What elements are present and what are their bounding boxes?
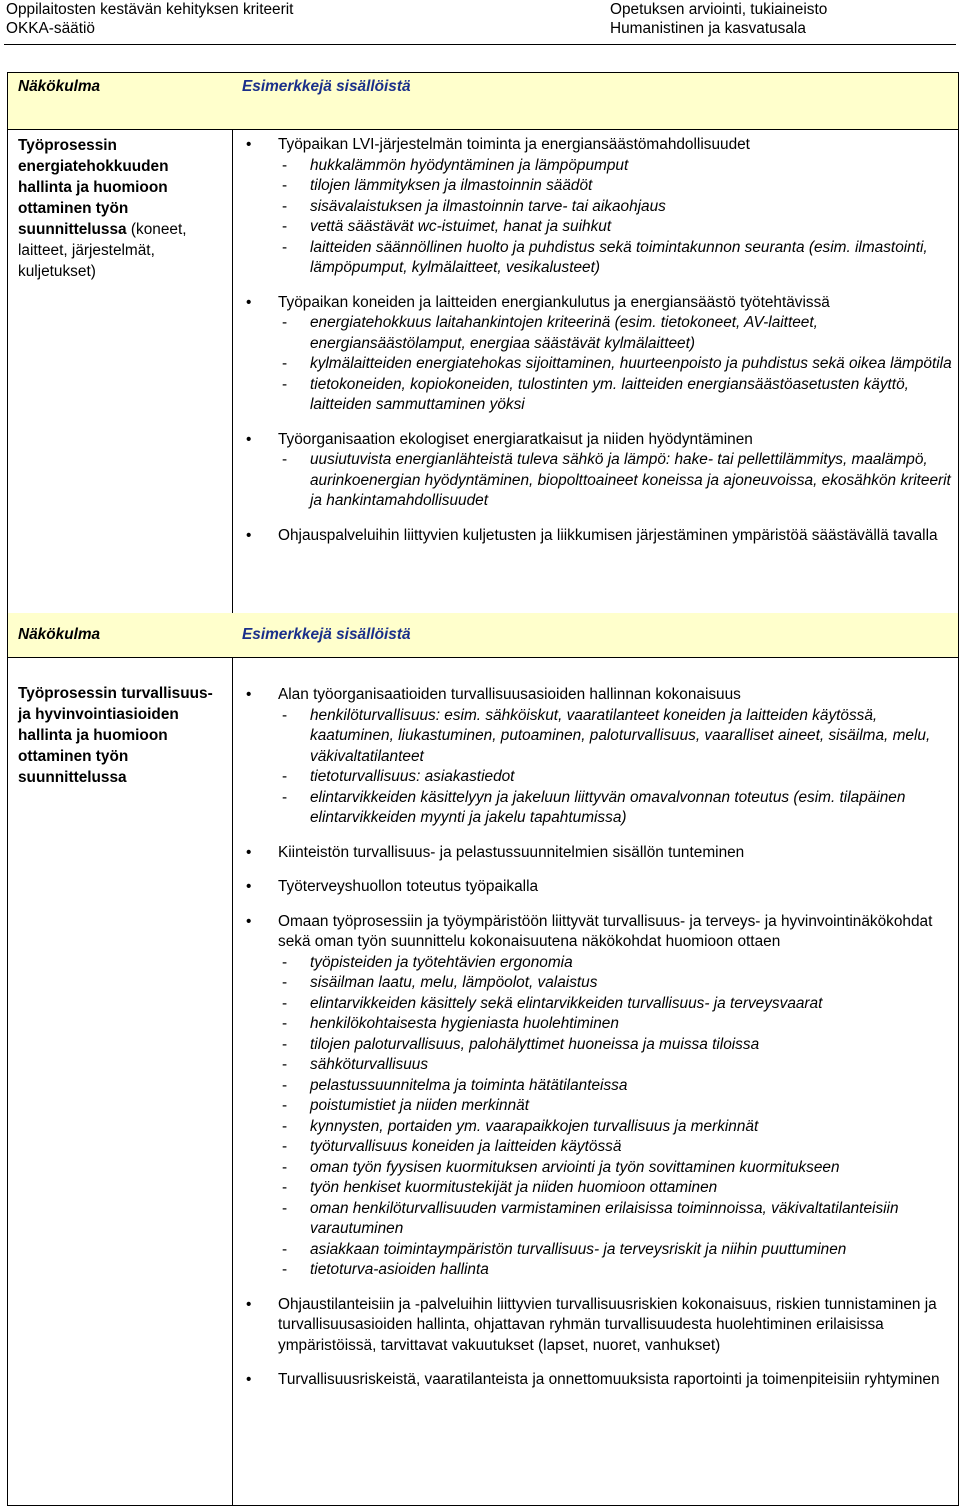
bullet-item: [242, 877, 952, 898]
table-header-row: [8, 73, 958, 129]
sub-item: [278, 1158, 952, 1179]
sub-item-text: sisävalaistuksen ja ilmastoinnin tarve- tai aikaohjaus: [310, 197, 666, 215]
sub-item-text: kynnysten, portaiden ym. vaarapaikkojen turvallisuus ja merkinnät: [310, 1117, 759, 1135]
sub-item: [278, 156, 952, 177]
dash-marker: -: [282, 1076, 288, 1094]
bullet-item-title: Omaan työprosessiin ja työympäristöön liittyvät turvallisuus- ja terveys- ja hyvinvointinäkökohdat sekä oman työn suunnittelu kokonaisuutena näkökohdat huomioon ottaen: [278, 912, 933, 950]
sub-item: [278, 1117, 952, 1138]
sub-item: [278, 1178, 952, 1199]
dimension-safety-bold: Työprosessin turvallisuus- ja hyvinvointiasioiden hallinta ja huomioon ottaminen työn suunnittelussa: [18, 685, 213, 786]
bullet-item: [242, 526, 952, 547]
dash-marker: -: [282, 1015, 288, 1032]
dash-marker: -: [282, 1179, 288, 1196]
sub-item-text: hukkalämmön hyödyntäminen ja lämpöpumput: [310, 156, 629, 174]
sub-item: [278, 1240, 952, 1261]
dash-marker: -: [282, 156, 288, 174]
sub-item: [278, 1199, 952, 1240]
bullet-icon: •: [246, 1295, 252, 1313]
sub-item-text: työturvallisuus koneiden ja laitteiden käytössä: [310, 1138, 622, 1155]
bullet-item-title: Työpaikan LVI-järjestelmän toiminta ja energiansäästömahdollisuudet: [278, 136, 750, 153]
sub-item: [278, 375, 952, 416]
header-nakokulma: Näkökulma: [18, 78, 101, 95]
dash-marker: -: [282, 994, 288, 1012]
bullet-item-title: Alan työorganisaatioiden turvallisuusasioiden hallinnan kokonaisuus: [278, 686, 741, 703]
bullet-item: [242, 1295, 952, 1357]
header-left-title: Oppilaitosten kestävän kehityksen kriteerit: [6, 1, 294, 18]
dash-marker: -: [282, 451, 288, 468]
sub-item-text: elintarvikkeiden käsittely sekä elintarvikkeiden turvallisuus- ja terveysvaarat: [310, 994, 823, 1012]
sub-item: [278, 1096, 952, 1117]
bullet-icon: •: [246, 686, 252, 703]
row-divider-2: [8, 657, 958, 658]
header-nakokulma-2: Näkökulma: [18, 626, 101, 643]
table-header-row-2: [8, 613, 958, 657]
sub-item-text: sisäilman laatu, melu, lämpöolot, valaistus: [310, 974, 598, 991]
row-divider: [8, 129, 958, 130]
column-divider: [232, 73, 233, 1505]
sub-item-text: kylmälaitteiden energiatehokas sijoittaminen, huurteenpoisto ja puhdistus sekä oikea lämpötila: [310, 355, 952, 372]
bullet-item-title: Ohjaustilanteisiin ja -palveluihin liittyvien turvallisuusriskien kokonaisuus, riskien tunnistaminen ja turvallisuusasioiden hallinta, ohjattavan ryhmän turvallisuudesta huolehtiminen erilaisissa ympäristöissä, tarvittavat vakuutukset (lapset, nuoret, vanhukset): [278, 1295, 937, 1354]
dash-marker: -: [282, 238, 288, 256]
bullet-item-title: Työterveyshuollon toteutus työpaikalla: [278, 878, 539, 895]
sub-item-text: pelastussuunnitelma ja toiminta hätätilanteissa: [310, 1076, 628, 1094]
dash-marker: -: [282, 1199, 288, 1217]
bullet-icon: •: [246, 878, 252, 895]
bullet-item-title: Työorganisaation ekologiset energiaratkaisut ja niiden hyödyntäminen: [278, 430, 753, 448]
sub-item-text: energiatehokkuus laitahankintojen kriteerinä (esim. tietokoneet, AV-laitteet, energiansäästölamput, energiaa säästävät kylmälaitteet): [310, 314, 818, 352]
sub-item-text: elintarvikkeiden käsittelyyn ja jakeluun liittyvän omavalvonnan toteutus (esim. tilapäinen elintarvikkeiden myynti ja jakelu tapahtumissa): [310, 788, 906, 826]
sub-item-text: uusiutuvista energianlähteistä tuleva sähkö ja lämpö: hake- tai pellettilämmitys, maalämpö, aurinkoenergian hyödyntäminen, biopolttoaineet koneissa ja ajoneuvoissa, ekosähkön kriteerit ja hankintamahdollisuudet: [310, 451, 951, 509]
sub-item-text: tilojen lämmityksen ja ilmastoinnin säädöt: [310, 177, 593, 194]
sub-item: [278, 238, 952, 279]
header-right-title: Opetuksen arviointi, tukiaineisto: [610, 1, 828, 18]
bullet-item: [242, 135, 952, 279]
bullet-item: [242, 843, 952, 864]
header-esimerkkeja-2: Esimerkkejä sisällöistä: [242, 626, 411, 643]
sub-item: [278, 1014, 952, 1035]
sub-item: [278, 1260, 952, 1281]
dash-marker: -: [282, 197, 288, 215]
sub-item-text: sähköturvallisuus: [310, 1056, 429, 1073]
criteria-table: [7, 72, 959, 1506]
sub-item-text: asiakkaan toimintaympäristön turvallisuus- ja terveysriskit ja niihin puuttuminen: [310, 1240, 847, 1258]
dash-marker: -: [282, 1158, 288, 1176]
sub-item-text: oman työn fyysisen kuormituksen arviointi ja työn sovittaminen kuormitukseen: [310, 1158, 840, 1176]
sub-item-text: oman henkilöturvallisuuden varmistaminen erilaisissa toiminnoissa, väkivaltatilanteisiin varautuminen: [310, 1199, 899, 1237]
sub-item: [278, 706, 952, 768]
sub-item-text: tietokoneiden, kopiokoneiden, tulostinten ym. laitteiden energiansäästöasetusten käyttö, laitteiden sammuttaminen yöksi: [310, 375, 909, 413]
sub-item-text: henkilökohtaisesta hygieniasta huolehtiminen: [310, 1015, 619, 1032]
dash-marker: -: [282, 375, 288, 393]
header-esimerkkeja: Esimerkkejä sisällöistä: [242, 78, 411, 95]
bullet-icon: •: [246, 526, 252, 544]
dimension-safety: [18, 683, 223, 788]
bullet-item-title: Työpaikan koneiden ja laitteiden energiankulutus ja energiansäästö työtehtävissä: [278, 293, 830, 311]
dash-marker: -: [282, 1117, 288, 1135]
sub-item: [278, 176, 952, 197]
dash-marker: -: [282, 768, 288, 785]
header-right-field: Humanistinen ja kasvatusala: [610, 20, 806, 37]
dimension-energy-note: (koneet, laitteet, järjestelmät, kuljetukset): [18, 221, 187, 280]
dash-marker: -: [282, 788, 288, 806]
header-left: [6, 0, 293, 38]
dash-marker: -: [282, 218, 288, 235]
dash-marker: -: [282, 314, 288, 331]
dash-marker: -: [282, 355, 288, 372]
dash-marker: -: [282, 953, 288, 971]
dash-marker: -: [282, 1240, 288, 1258]
bullet-icon: •: [246, 843, 252, 861]
dimension-energy-bold: Työprosessin energiatehokkuuden hallinta ja huomioon ottaminen työn suunnittelussa: [18, 137, 169, 238]
sub-item: [278, 1055, 952, 1076]
sub-item-text: tietoturvallisuus: asiakastiedot: [310, 768, 515, 785]
sub-item: [278, 1035, 952, 1056]
sub-item: [278, 973, 952, 994]
sub-item-text: henkilöturvallisuus: esim. sähköiskut, vaaratilanteet koneiden ja laitteiden käytössä, kaatuminen, liukastuminen, putoaminen, paloturvallisuus, vaaralliset aineet, sisäilma, melu, väkivaltatilanteet: [310, 706, 931, 765]
content-energy: [242, 135, 952, 546]
content-safety: [242, 685, 952, 1391]
sub-item-text: poistumistiet ja niiden merkinnät: [310, 1097, 529, 1114]
sub-item-text: laitteiden säännöllinen huolto ja puhdistus sekä toimintakunnon seuranta (esim. ilmastointi, lämpöpumput, kylmälaitteet, vesikalusteet): [310, 238, 928, 276]
sub-item: [278, 767, 952, 788]
header-left-org: OKKA-säätiö: [6, 20, 95, 37]
bullet-item-title: Turvallisuusriskeistä, vaaratilanteista ja onnettomuuksista raportointi ja toimenpiteisiin ryhtyminen: [278, 1371, 940, 1388]
sub-item: [278, 354, 952, 375]
sub-item-text: tietoturva-asioiden hallinta: [310, 1261, 489, 1278]
header-right: [610, 0, 954, 38]
dash-marker: -: [282, 1138, 288, 1155]
sub-item: [278, 217, 952, 238]
bullet-icon: •: [246, 912, 252, 930]
sub-item-text: työpisteiden ja työtehtävien ergonomia: [310, 953, 573, 971]
dash-marker: -: [282, 1035, 288, 1053]
sub-item: [278, 313, 952, 354]
dash-marker: -: [282, 1056, 288, 1073]
bullet-icon: •: [246, 136, 252, 153]
bullet-item: [242, 430, 952, 512]
sub-item: [278, 994, 952, 1015]
sub-item-text: työn henkiset kuormitustekijät ja niiden huomioon ottaminen: [310, 1179, 718, 1196]
bullet-item: [242, 912, 952, 1281]
dash-marker: -: [282, 974, 288, 991]
dash-marker: -: [282, 1261, 288, 1278]
bullet-icon: •: [246, 293, 252, 311]
header-divider: [4, 44, 956, 45]
sub-item: [278, 1137, 952, 1158]
dash-marker: -: [282, 1097, 288, 1114]
sub-item: [278, 953, 952, 974]
sub-item: [278, 788, 952, 829]
dimension-energy: [18, 135, 223, 282]
sub-item-text: tilojen paloturvallisuus, palohälyttimet huoneissa ja muissa tiloissa: [310, 1035, 760, 1053]
sub-item: [278, 1076, 952, 1097]
bullet-icon: •: [246, 1371, 252, 1388]
sub-item: [278, 450, 952, 512]
dash-marker: -: [282, 177, 288, 194]
bullet-item: [242, 1370, 952, 1391]
bullet-item-title: Kiinteistön turvallisuus- ja pelastussuunnitelmien sisällön tunteminen: [278, 843, 745, 861]
dash-marker: -: [282, 706, 288, 724]
sub-item-text: vettä säästävät wc-istuimet, hanat ja suihkut: [310, 218, 612, 235]
bullet-item: [242, 685, 952, 829]
bullet-icon: •: [246, 430, 252, 448]
bullet-item-title: Ohjauspalveluihin liittyvien kuljetusten ja liikkumisen järjestäminen ympäristöä säästävällä tavalla: [278, 526, 938, 544]
bullet-item: [242, 293, 952, 416]
sub-item: [278, 197, 952, 218]
